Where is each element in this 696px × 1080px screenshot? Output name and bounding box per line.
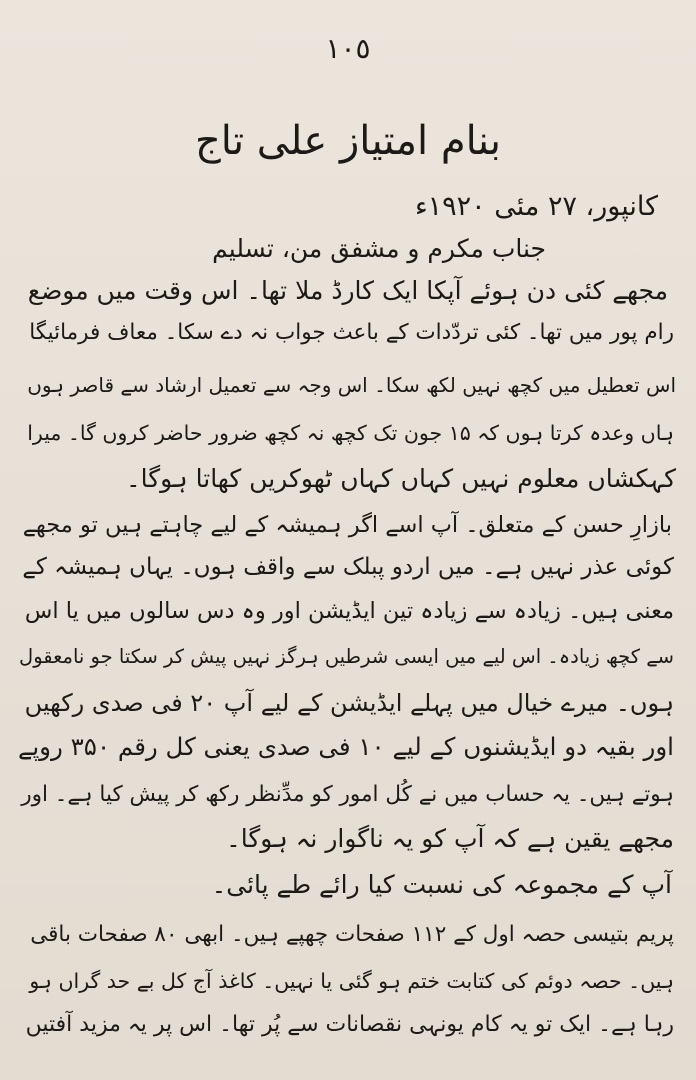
body-line: کہکشاں معلوم نہیں کہاں کہاں ٹھوکریں کھاتا ہوگا۔	[125, 464, 676, 493]
body-line: ہاں وعدہ کرتا ہوں کہ ۱۵ جون تک کچھ نہ کچھ ضرور حاضر کروں گا۔ میرا	[27, 421, 674, 445]
place-date: کانپور، ۲۷ مئی ۱۹۲۰ء	[414, 191, 658, 222]
body-line: سے کچھ زیادہ۔ اس لیے میں ایسی شرطیں ہرگز نہیں پیش کر سکتا جو نامعقول	[19, 645, 674, 668]
body-line: مجھے کئی دن ہوئے آپکا ایک کارڈ ملا تھا۔ اس وقت میں موضع	[27, 276, 668, 305]
body-line: رام پور میں تھا۔ کئی تردّدات کے باعث جواب نہ دے سکا۔ معاف فرمائیگا	[29, 320, 674, 345]
body-line: کوئی عذر نہیں ہے۔ میں اردو پبلک سے واقف ہوں۔ یہاں ہمیشہ کے	[22, 554, 674, 580]
body-line: بازارِ حسن کے متعلق۔ آپ اسے اگر ہمیشہ کے لیے چاہتے ہیں تو مجھے	[22, 512, 672, 538]
body-line: پریم بتیسی حصہ اول کے ۱۱۲ صفحات چھپے ہیں۔ ابھی ۸۰ صفحات باقی	[30, 922, 674, 947]
body-line: ہیں۔ حصہ دوئم کی کتابت ختم ہو گئی یا نہیں۔ کاغذ آج کل بے حد گراں ہو	[29, 969, 674, 993]
body-line: معنی ہیں۔ زیادہ سے زیادہ تین ایڈیشن اور وہ دس سالوں میں یا اس	[24, 598, 674, 624]
salutation: جناب مکرم و مشفق من، تسلیم	[212, 234, 546, 263]
body-line: ہوتے ہیں۔ یہ حساب میں نے کُل امور کو مدِّنظر رکھ کر پیش کیا ہے۔ اور	[21, 782, 674, 807]
body-line: آپ کے مجموعہ کی نسبت کیا رائے طے پائی۔	[211, 870, 672, 899]
body-line: مجھے یقین ہے کہ آپ کو یہ ناگوار نہ ہوگا۔	[226, 824, 674, 853]
letter-title: بنام امتیاز علی تاج	[194, 118, 502, 164]
page-number: ١٠٥	[325, 32, 371, 65]
body-line: ہوں۔ میرے خیال میں پہلے ایڈیشن کے لیے آپ ۲۰ فی صدی رکھیں	[24, 689, 674, 717]
body-line: رہا ہے۔ ایک تو یہ کام یونہی نقصانات سے پُر تھا۔ اس پر یہ مزید آفتیں	[25, 1012, 674, 1037]
body-line: اس تعطیل میں کچھ نہیں لکھ سکا۔ اس وجہ سے تعمیل ارشاد سے قاصر ہوں	[27, 373, 676, 397]
body-line: اور بقیہ دو ایڈیشنوں کے لیے ۱۰ فی صدی یعنی کل رقم ۳۵۰ روپے	[18, 732, 674, 761]
